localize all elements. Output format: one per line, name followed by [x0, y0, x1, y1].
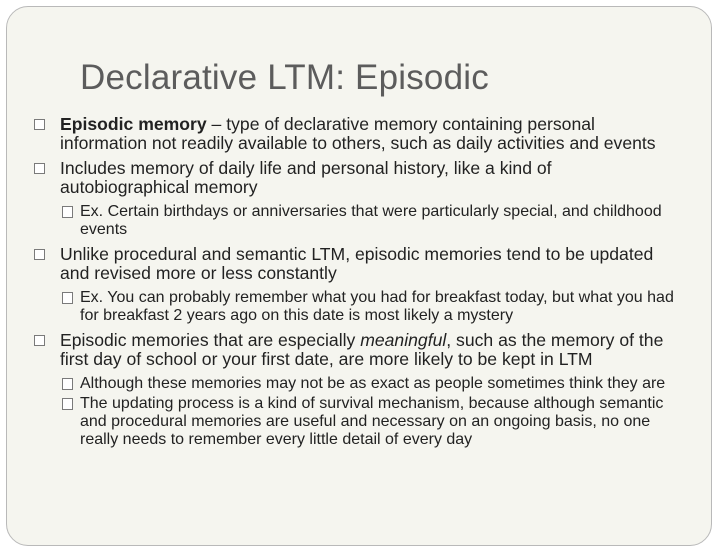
bullet-4 [32, 331, 680, 369]
bullet-4-sub-2-text: The updating process is a kind of survival mechanism, because although semantic and procedural memories are useful and necessary on an ongoing basis, no one really needs to remember every little detail of every day [80, 395, 664, 448]
bullet-3-sub-1-text: Ex. You can probably remember what you had for breakfast today, but what you had for breakfast 2 years ago on this date is most likely a mystery [80, 289, 674, 324]
bullet-4-sub-1-text: Although these memories may not be as exact as people sometimes think they are [80, 375, 666, 392]
bullet-2-sub-1-text: Ex. Certain birthdays or anniversaries that were particularly special, and childhood events [80, 203, 662, 238]
bullet-4-sub-1 [32, 375, 680, 393]
bullet-3-sub-1 [32, 289, 680, 325]
slide-title: Declarative LTM: Episodic [80, 58, 489, 97]
sub-bullet-box-icon [62, 292, 73, 304]
bullet-2 [32, 159, 680, 197]
bullet-1-term: Episodic memory [60, 114, 207, 134]
bullet-4-text-post: , such as the memory of the first day of school or your first date, are more likely to be kept in LTM [60, 330, 664, 369]
bullet-box-icon [34, 249, 45, 260]
bullet-1 [32, 115, 680, 153]
bullet-box-icon [34, 335, 45, 346]
sub-bullet-box-icon [62, 398, 73, 410]
bullet-2-sub-1 [32, 203, 680, 239]
bullet-box-icon [34, 119, 45, 130]
bullet-2-text: Includes memory of daily life and personal history, like a kind of autobiographical memory [60, 158, 552, 197]
bullet-box-icon [34, 163, 45, 174]
bullet-3 [32, 245, 680, 283]
bullet-4-text-pre: Episodic memories that are especially [60, 330, 361, 350]
bullet-1-text: – type of declarative memory containing personal information not readily available to others, such as daily activities and events [60, 114, 656, 153]
sub-bullet-box-icon [62, 378, 73, 390]
slide-content [32, 115, 680, 455]
bullet-4-text-emphasis: meaningful [360, 330, 447, 350]
bullet-4-sub-2 [32, 395, 680, 449]
bullet-3-text: Unlike procedural and semantic LTM, episodic memories tend to be updated and revised more or less constantly [60, 244, 654, 283]
sub-bullet-box-icon [62, 206, 73, 218]
